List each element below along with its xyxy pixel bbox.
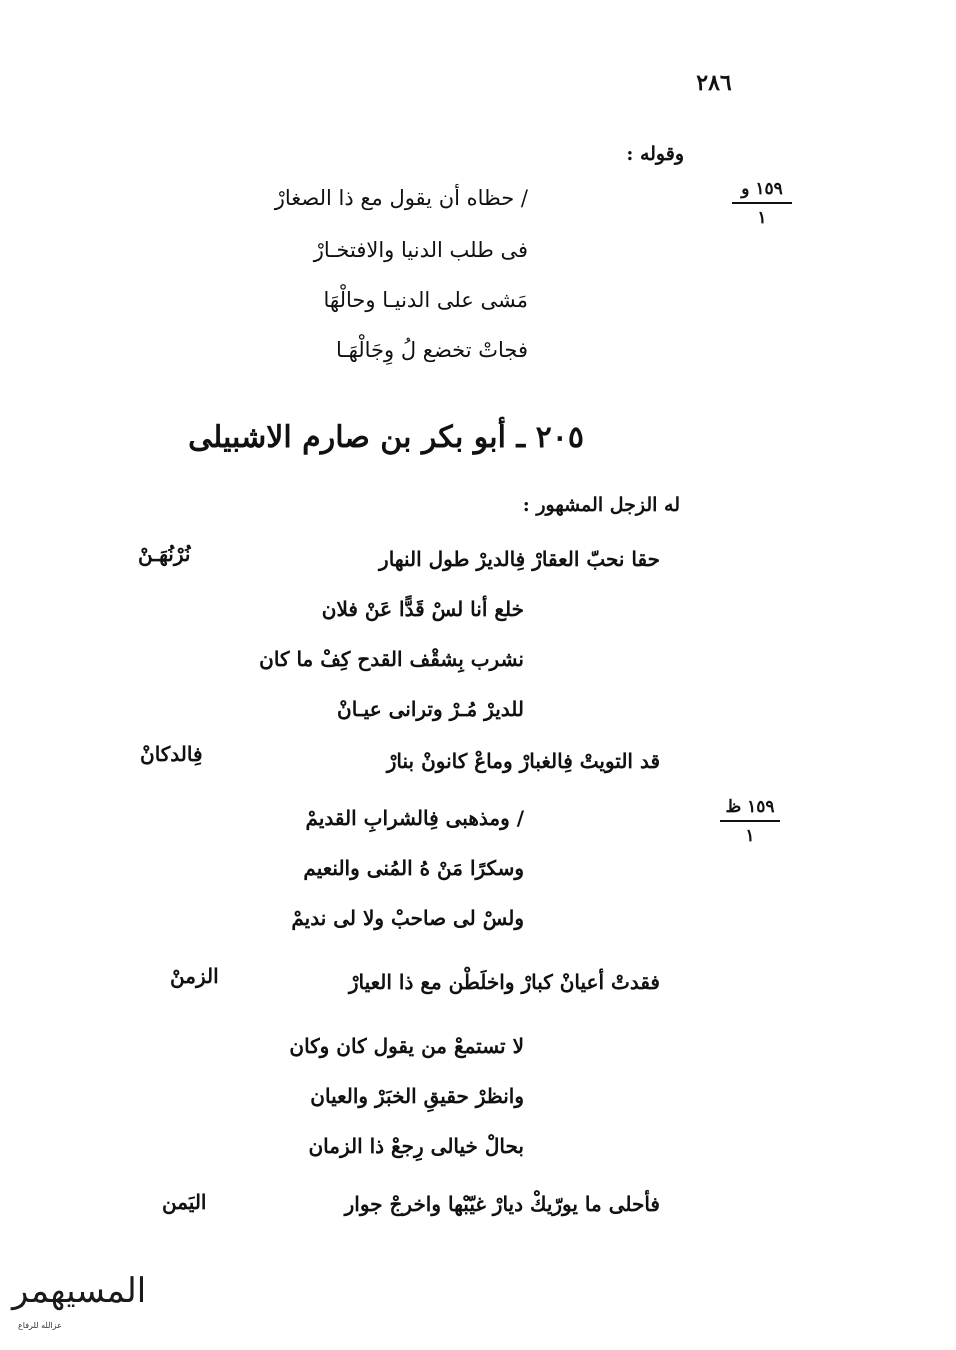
- zajal-line: ولسْ لى صاحبْ ولا لى نديمْ: [291, 906, 524, 930]
- page-number: ٢٨٦: [696, 70, 732, 96]
- folio-reference: [720, 796, 780, 846]
- zajal-line: وانظرْ حقيقِ الخبَرْ والعيان: [310, 1084, 524, 1108]
- folio-divider: [732, 202, 792, 204]
- zajal-margin: فِالدكانْ: [140, 742, 203, 766]
- verse-line: / حظاه أن يقول مع ذا الصغارْ: [274, 186, 528, 210]
- section-intro: وقوله :: [626, 143, 684, 165]
- entry-heading: ٢٠٥ ـ أبو بكر بن صارم الاشبيلى: [188, 420, 584, 455]
- zajal-line: لا تستمعْ من يقول كان وكان: [289, 1034, 524, 1058]
- zajal-line: قد التويتْ فِالغبارْ وماعْ كانونْ بنارْ: [386, 749, 660, 773]
- stamp-title: المسيهمر: [12, 1271, 147, 1311]
- folio-divider: [720, 820, 780, 822]
- zajal-line: بحالْ خيالى رِجعْ ذا الزمان: [308, 1134, 524, 1158]
- section-intro: له الزجل المشهور :: [522, 494, 680, 516]
- stamp-subtitle: عزالله للرفاع: [18, 1321, 62, 1330]
- zajal-margin: نُرْنُهَـنْ: [138, 542, 191, 566]
- zajal-line: / ومذهبى فِالشرابِ القديمْ: [305, 806, 524, 830]
- folio-sub: ١: [745, 826, 755, 846]
- folio-reference: [732, 178, 792, 228]
- zajal-line: فأحلى ما يورّيكْ ديارْ غيّبْها واخرجْ جوار: [344, 1192, 660, 1216]
- library-stamp: [8, 1265, 147, 1335]
- verse-line: فجاتْ تخضع لُ وِجَالْهَـا: [336, 338, 528, 362]
- zajal-line: فقدتْ أعيانْ كبارْ واخلَطْن مع ذا العيارْ: [348, 970, 660, 994]
- folio-sub: ١: [757, 208, 767, 228]
- zajal-line: خلع أنا لسْ قَدًّا عَنْ فلان: [321, 597, 524, 621]
- zajal-line: وسكرًا مَنْ هُ المُنى والنعيم: [303, 856, 524, 880]
- folio-number: ١٥٩ و: [741, 179, 783, 199]
- verse-line: فى طلب الدنيا والافتخـارْ: [313, 238, 528, 262]
- verse-line: مَشى على الدنيـا وحالْهَا: [323, 288, 528, 312]
- zajal-line: حقا نحبّ العقارْ فِالديرْ طول النهار: [379, 547, 660, 571]
- zajal-margin: الزمنْ: [170, 964, 219, 988]
- zajal-margin: اليَمن: [162, 1190, 207, 1214]
- zajal-line: للديرْ مُـرْ وترانى عيـانْ: [337, 697, 524, 721]
- zajal-line: نشرب بِشقْف القدح كِفْ ما كان: [259, 647, 524, 671]
- folio-number: ١٥٩ ظ: [725, 797, 775, 817]
